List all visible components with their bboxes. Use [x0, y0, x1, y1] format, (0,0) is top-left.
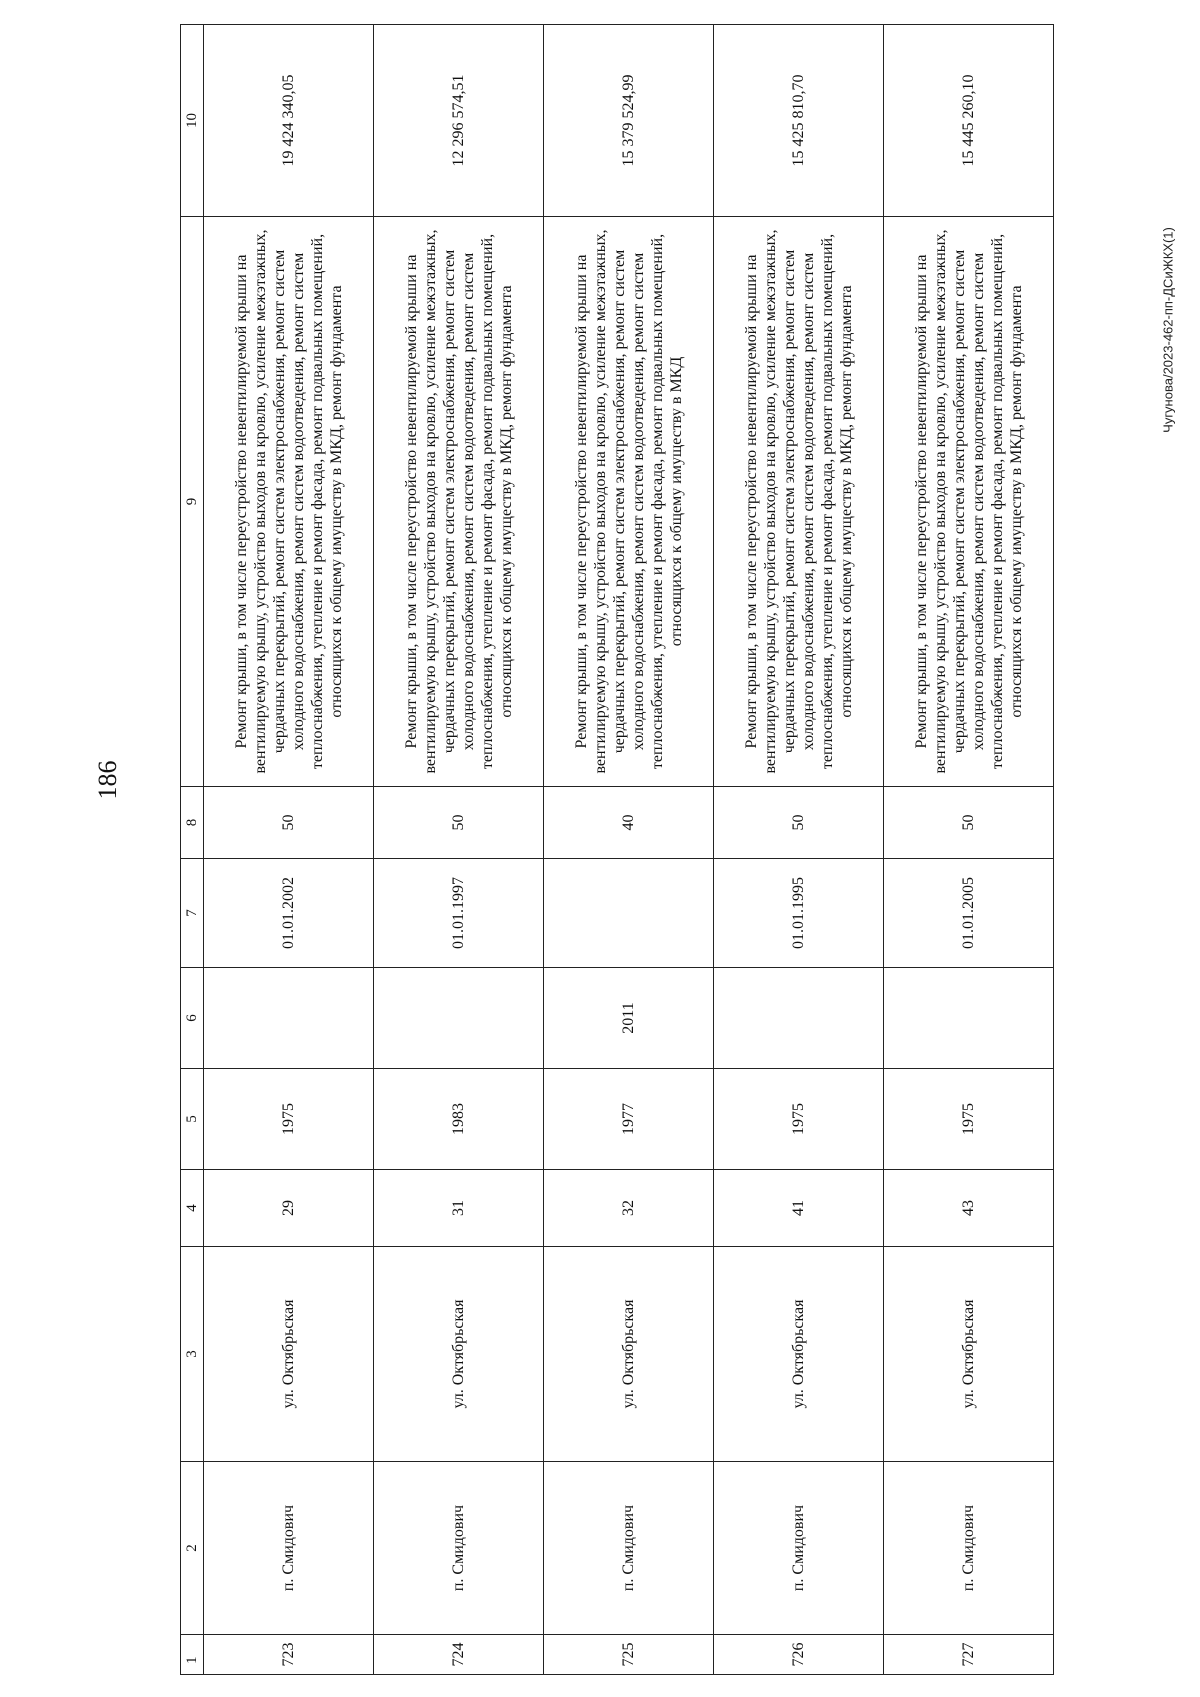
year-built-cell: 1975 [714, 1069, 884, 1170]
cost-cell: 15 445 260,10 [884, 25, 1054, 217]
wear-cell: 50 [884, 787, 1054, 859]
row-number: 724 [374, 1635, 544, 1675]
table-row [374, 25, 544, 1675]
house-cell: 32 [544, 1170, 714, 1247]
street-cell: ул. Октябрьская [884, 1247, 1054, 1462]
document-code: Чугунова/2023-462-пп-ДСиЖКХ(1) [1160, 227, 1176, 433]
repair-program-table [180, 24, 1054, 1675]
cost-cell: 12 296 574,51 [374, 25, 544, 217]
header-cell: 6 [181, 968, 204, 1069]
works-description-cell: Ремонт крыши, в том числе переустройство невентилируемой крыши на вентилируемую крышу, устройство выходов на кровлю, усиление межэтажных, чердачных перекрытий, ремонт систем электроснабжения, ремонт систем холодного водоснабжения, ремонт систем водоотведения, ремонт систем теплоснабжения, утепление и ремонт фасада, ремонт подвальных помещений, относящихся к общему имуществу в МКД, ремонт фундамента [374, 217, 544, 787]
header-cell: 8 [181, 787, 204, 859]
cost-cell: 15 379 524,99 [544, 25, 714, 217]
year-built-cell: 1983 [374, 1069, 544, 1170]
cost-cell: 15 425 810,70 [714, 25, 884, 217]
header-cell: 10 [181, 25, 204, 217]
page-number: 186 [93, 760, 122, 800]
works-description-cell: Ремонт крыши, в том числе переустройство невентилируемой крыши на вентилируемую крышу, устройство выходов на кровлю, усиление межэтажных, чердачных перекрытий, ремонт систем электроснабжения, ремонт систем холодного водоснабжения, ремонт систем водоотведения, ремонт систем теплоснабжения, утепление и ремонт фасада, ремонт подвальных помещений, относящихся к общему имуществу в МКД, ремонт фундамента [714, 217, 884, 787]
header-cell: 3 [181, 1247, 204, 1462]
year-major-repair-cell [884, 968, 1054, 1069]
wear-cell: 50 [374, 787, 544, 859]
header-cell: 1 [181, 1635, 204, 1675]
rotated-table-container [180, 25, 1085, 1675]
street-cell: ул. Октябрьская [544, 1247, 714, 1462]
wear-cell: 40 [544, 787, 714, 859]
date-cell: 01.01.1995 [714, 859, 884, 968]
wear-cell: 50 [204, 787, 374, 859]
street-cell: ул. Октябрьская [374, 1247, 544, 1462]
row-number: 727 [884, 1635, 1054, 1675]
cost-cell: 19 424 340,05 [204, 25, 374, 217]
header-cell: 5 [181, 1069, 204, 1170]
year-built-cell: 1977 [544, 1069, 714, 1170]
year-major-repair-cell [714, 968, 884, 1069]
settlement-cell: п. Смидович [374, 1462, 544, 1635]
house-cell: 41 [714, 1170, 884, 1247]
street-cell: ул. Октябрьская [204, 1247, 374, 1462]
settlement-cell: п. Смидович [714, 1462, 884, 1635]
year-major-repair-cell [374, 968, 544, 1069]
column-number-row [181, 25, 204, 1675]
settlement-cell: п. Смидович [544, 1462, 714, 1635]
header-cell: 2 [181, 1462, 204, 1635]
table-row [714, 25, 884, 1675]
works-description-cell: Ремонт крыши, в том числе переустройство невентилируемой крыши на вентилируемую крышу, устройство выходов на кровлю, усиление межэтажных, чердачных перекрытий, ремонт систем электроснабжения, ремонт систем холодного водоснабжения, ремонт систем водоотведения, ремонт систем теплоснабжения, утепление и ремонт фасада, ремонт подвальных помещений, относящихся к общему имуществу в МКД, ремонт фундамента [884, 217, 1054, 787]
table-row [204, 25, 374, 1675]
table-row [884, 25, 1054, 1675]
house-cell: 43 [884, 1170, 1054, 1247]
row-number: 723 [204, 1635, 374, 1675]
header-cell: 9 [181, 217, 204, 787]
settlement-cell: п. Смидович [204, 1462, 374, 1635]
settlement-cell: п. Смидович [884, 1462, 1054, 1635]
date-cell: 01.01.2005 [884, 859, 1054, 968]
year-built-cell: 1975 [884, 1069, 1054, 1170]
date-cell: 01.01.1997 [374, 859, 544, 968]
works-description-cell: Ремонт крыши, в том числе переустройство невентилируемой крыши на вентилируемую крышу, устройство выходов на кровлю, усиление межэтажных, чердачных перекрытий, ремонт систем электроснабжения, ремонт систем холодного водоснабжения, ремонт систем водоотведения, ремонт систем теплоснабжения, утепление и ремонт фасада, ремонт подвальных помещений, относящихся к общему имуществу в МКД [544, 217, 714, 787]
row-number: 726 [714, 1635, 884, 1675]
table-row [544, 25, 714, 1675]
house-cell: 31 [374, 1170, 544, 1247]
year-major-repair-cell: 2011 [544, 968, 714, 1069]
year-built-cell: 1975 [204, 1069, 374, 1170]
wear-cell: 50 [714, 787, 884, 859]
street-cell: ул. Октябрьская [714, 1247, 884, 1462]
works-description-cell: Ремонт крыши, в том числе переустройство невентилируемой крыши на вентилируемую крышу, устройство выходов на кровлю, усиление межэтажных, чердачных перекрытий, ремонт систем электроснабжения, ремонт систем холодного водоснабжения, ремонт систем водоотведения, ремонт систем теплоснабжения, утепление и ремонт фасада, ремонт подвальных помещений, относящихся к общему имуществу в МКД, ремонт фундамента [204, 217, 374, 787]
year-major-repair-cell [204, 968, 374, 1069]
row-number: 725 [544, 1635, 714, 1675]
date-cell [544, 859, 714, 968]
date-cell: 01.01.2002 [204, 859, 374, 968]
header-cell: 4 [181, 1170, 204, 1247]
header-cell: 7 [181, 859, 204, 968]
house-cell: 29 [204, 1170, 374, 1247]
